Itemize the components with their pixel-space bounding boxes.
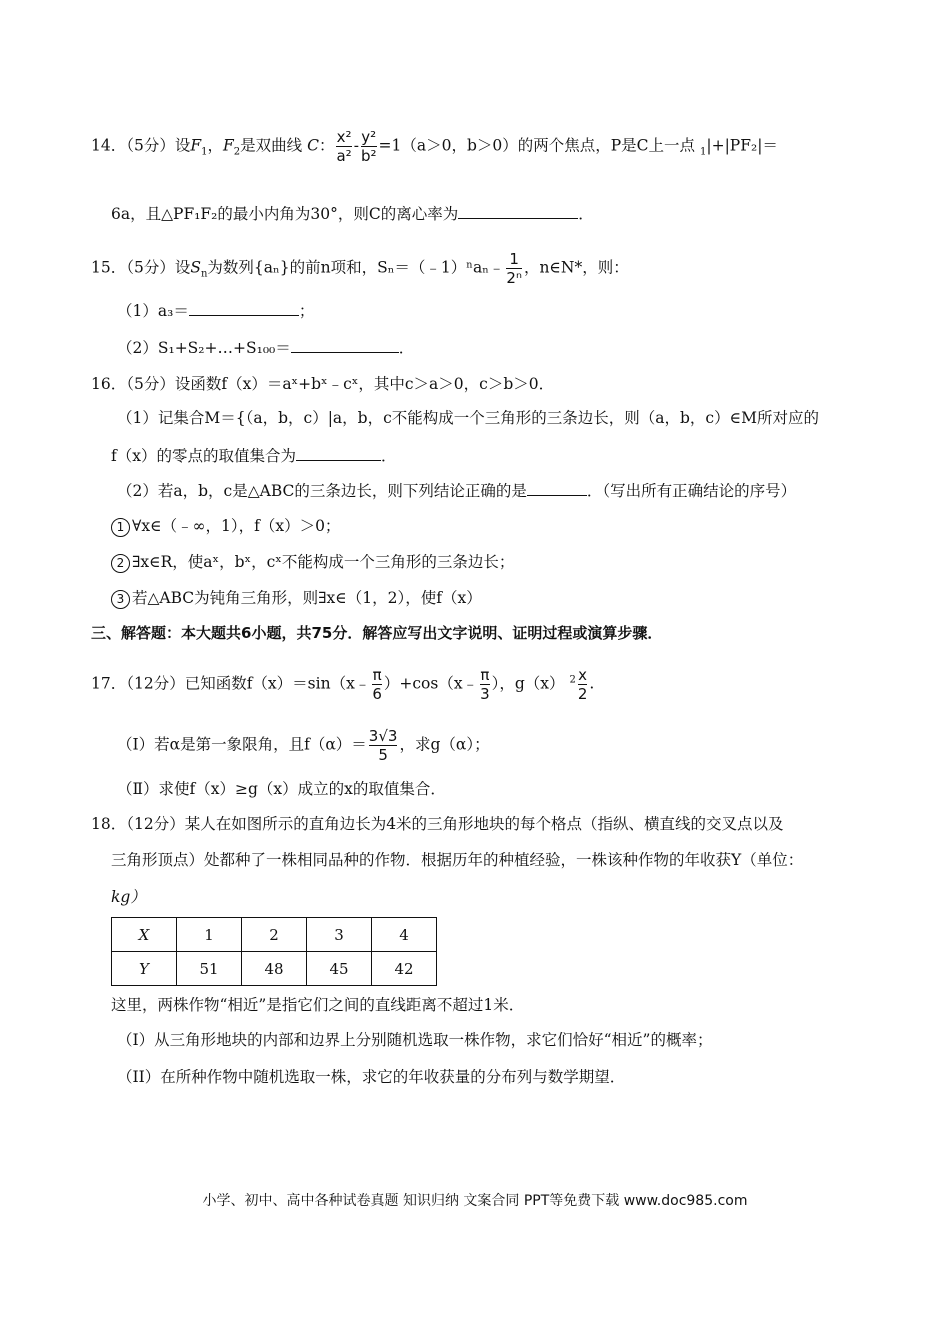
table-cell: 4	[372, 918, 437, 952]
q17-p1-post: ，求g（α）；	[399, 735, 490, 754]
q16-choice3-text: 若△ABC为钝角三角形，则∃x∈（1，2），使f（x）	[132, 589, 482, 607]
q17-part2: （Ⅱ）求使f（x）≥g（x）成立的x的取值集合．	[117, 780, 446, 798]
q18-note: 这里，两株作物“相近”是指它们之间的直线距离不超过1米．	[111, 996, 525, 1014]
q15-p2-end: ．	[398, 339, 415, 357]
q16-line4	[117, 480, 796, 502]
q15-p1: （1）a₃＝	[117, 302, 189, 320]
table-cell: 1	[177, 918, 242, 952]
q17-frac1: $\frac{\pi}{6}$	[372, 666, 382, 703]
table-row	[112, 918, 437, 952]
q14-text2: （a＞0，b＞0）的两个焦点，P是C上一点	[401, 136, 696, 155]
q17-prefix: 17．（12分）已知函数f（x）＝sin（x﹣	[91, 674, 371, 693]
q18-part1: （I）从三角形地块的内部和边界上分别随机选取一株作物，求它们恰好“相近”的概率；	[117, 1031, 713, 1049]
q16-choice3	[111, 587, 482, 609]
q18-line1: 18．（12分）某人在如图所示的直角边长为4米的三角形地块的每个格点（指纵、横直线的交叉点以及	[91, 815, 784, 833]
table-cell: 42	[372, 952, 437, 986]
section3-heading: 三、解答题：本大题共6小题，共75分．解答应写出文字说明、证明过程或演算步骤．	[91, 624, 663, 642]
q18-line3: kg）	[111, 888, 146, 906]
footer-text: 小学、初中、高中各种试卷真题 知识归纳 文案合同 PPT等免费下载 www.doc985.com	[202, 1193, 748, 1209]
q16-line1: 16．（5分）设函数f（x）＝aˣ+bˣ﹣cˣ，其中c＞a＞0，c＞b＞0．	[91, 375, 555, 393]
q14-line2-end: ．	[578, 205, 594, 223]
q14-prefix: 14．（5分）设	[91, 136, 191, 155]
q14-line2	[111, 203, 594, 225]
circle-3-icon: 3	[111, 590, 130, 609]
q15-p2: （2）S₁+S₂+…+S₁₀₀＝	[117, 339, 291, 357]
q17-mid2: ），g（x）	[491, 674, 565, 693]
table-cell: X	[112, 918, 177, 952]
q15-text2: ，n∈N*，则：	[523, 258, 629, 277]
q16-line3-end: ．	[380, 447, 397, 465]
q17-line1	[91, 666, 594, 703]
q18-part2: （II）在所种作物中随机选取一株，求它的年收获量的分布列与数学期望．	[117, 1068, 626, 1086]
q17-frac3: $\frac{x}{2}$	[577, 666, 588, 703]
table-cell: Y	[112, 952, 177, 986]
q15-p1-end: ；	[298, 302, 315, 320]
q14-line1: 14．（5分）设$F_1$，$F_2$是双曲线 C： $\frac{\text{x²}}{\text{a²}}$ - $\frac{\text{y²}}{\text{b²}}$ =1（a＞0，b＞0）的两个焦点，P是C上一点 $_1$|+|PF₂|＝	[91, 128, 778, 165]
q17-mid: ）+cos（x﹣	[383, 674, 479, 693]
q17-part1	[117, 727, 490, 764]
q15-line1: 15．（5分）设$S_n$为数列{aₙ}的前n项和，Sₙ＝（﹣1）ⁿaₙ﹣ $\frac{1}{\text{2ⁿ}}$ ，n∈N*，则：	[91, 250, 629, 287]
q16-line3-text: f（x）的零点的取值集合为	[111, 447, 296, 465]
circle-1-icon: 1	[111, 518, 130, 537]
q17-end: .	[589, 674, 595, 693]
q16-line2: （1）记集合M＝{（a，b，c）|a，b，c不能构成一个三角形的三条边长，则（a，b，c）∈M所对应的	[117, 409, 819, 427]
q15-frac: $\frac{1}{\text{2ⁿ}}$	[506, 250, 522, 287]
q14-line2-text: 6a，且△PF₁F₂的最小内角为30°，则C的离心率为	[111, 205, 459, 223]
q15-part1	[117, 300, 314, 322]
q16-line4-end: ．（写出所有正确结论的序号）	[586, 482, 797, 500]
q14-text1: 是双曲线	[240, 136, 303, 155]
table-cell: 3	[307, 918, 372, 952]
q16-p2-blank[interactable]	[527, 481, 587, 496]
table-row	[112, 952, 437, 986]
q15-prefix: 15．（5分）设	[91, 258, 191, 277]
table-cell: 45	[307, 952, 372, 986]
q16-choice2	[111, 551, 514, 573]
q14-frac2: $\frac{\text{y²}}{\text{b²}}$	[360, 128, 377, 165]
q17-sup: 2	[569, 674, 576, 686]
q16-line3	[111, 445, 397, 467]
circle-2-icon: 2	[111, 554, 130, 573]
q18-line2: 三角形顶点）处都种了一株相同品种的作物．根据历年的种植经验，一株该种作物的年收获Y（单位：	[111, 851, 804, 869]
q16-choice2-text: ∃x∈R，使aˣ，bˣ，cˣ不能构成一个三角形的三条边长；	[132, 553, 515, 571]
q14-frac1: $\frac{\text{x²}}{\text{a²}}$	[336, 128, 352, 165]
q15-text1: 为数列{aₙ}的前n项和，Sₙ＝（﹣1）ⁿaₙ﹣	[207, 258, 505, 277]
q16-line4-text: （2）若a，b，c是△ABC的三条边长，则下列结论正确的是	[117, 482, 527, 500]
q16-choice1	[111, 515, 340, 537]
q16-choice1-text: ∀x∈（﹣∞，1），f（x）＞0；	[132, 517, 341, 535]
q17-frac2: $\frac{\pi}{3}$	[480, 666, 490, 703]
q16-p1-blank[interactable]	[296, 446, 381, 461]
table-cell: 48	[242, 952, 307, 986]
table-cell: 2	[242, 918, 307, 952]
q14-text3: |+|PF₂|＝	[706, 136, 778, 155]
q17-p1-frac: $\frac{3√3}{5}$	[368, 727, 398, 764]
q14-answer-blank[interactable]	[458, 204, 578, 219]
table-cell: 51	[177, 952, 242, 986]
q15-part2	[117, 337, 414, 359]
yield-table	[111, 917, 437, 986]
q17-p1-pre: （Ⅰ）若α是第一象限角，且f（α）＝	[117, 735, 367, 754]
q15-p1-blank[interactable]	[189, 301, 299, 316]
q15-p2-blank[interactable]	[291, 338, 399, 353]
q14-eq: =1	[378, 136, 402, 155]
